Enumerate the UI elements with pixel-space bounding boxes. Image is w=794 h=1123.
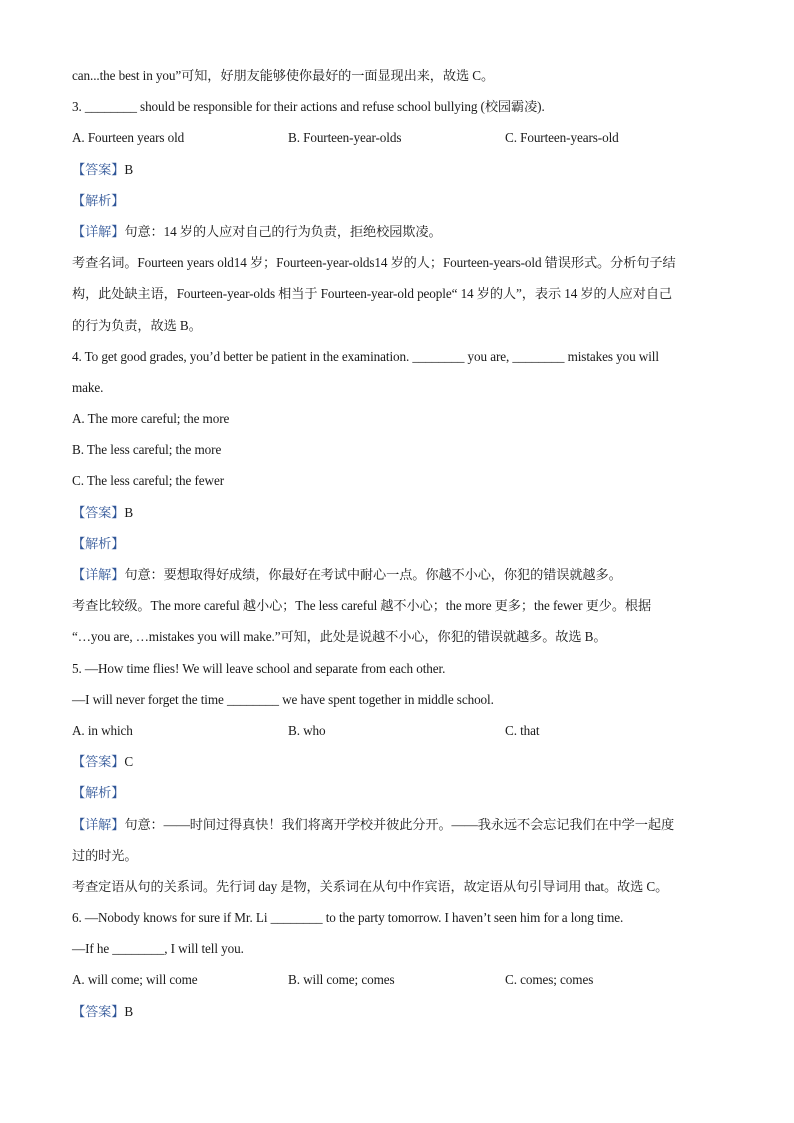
q4-analysis (72, 528, 722, 559)
q4-stem-2: make. (72, 379, 104, 395)
document-page (72, 60, 722, 1027)
detail-tag: 【详解】 (72, 816, 125, 832)
detail-text: 句意：要想取得好成绩，你最好在考试中耐心一点。你越不小心，你犯的错误就越多。 (124, 567, 622, 582)
q2-explanation-end: can...the best in you”可知，好朋友能够使你最好的一面显现出来，故选 C。 (72, 68, 495, 83)
q6-options (72, 964, 722, 995)
analysis-tag: 【解析】 (72, 535, 125, 551)
q3-options (72, 122, 722, 153)
q5-option-a: A. in which (72, 722, 133, 738)
q5-options (72, 715, 722, 746)
q3-stem: 3. ________ should be responsible for their actions and refuse school bullying (校园霸凌). (72, 99, 545, 115)
q3-analysis (72, 185, 722, 216)
answer-tag: 【答案】 (72, 754, 125, 770)
answer-value: C (124, 754, 134, 770)
q5-option-b: B. who (288, 722, 326, 738)
q3-explanation-2: 构，此处缺主语，Fourteen-year-olds 相当于 Fourteen-year-old people“ 14 岁的人”，表示 14 岁的人应对自己 (72, 286, 673, 302)
q3-explanation-3: 的行为负责，故选 B。 (72, 317, 202, 333)
analysis-tag: 【解析】 (72, 192, 125, 208)
q4-explanation-2: “…you are, …mistakes you will make.”可知，此处是说越不小心，你犯的错误就越多。故选 B。 (72, 629, 607, 645)
q6-stem-1: 6. —Nobody knows for sure if Mr. Li ________ to the party tomorrow. I haven’t seen him for a long time. (72, 910, 624, 926)
detail-tag: 【详解】 (72, 223, 125, 239)
q6-option-b: B. will come; comes (288, 972, 395, 988)
q3-option-b: B. Fourteen-year-olds (288, 130, 402, 146)
detail-text: 句意：——时间过得真快！我们将离开学校并彼此分开。——我永远不会忘记我们在中学一起度 (124, 816, 675, 832)
q6-stem-2: —If he ________, I will tell you. (72, 941, 244, 957)
q5-analysis (72, 777, 722, 808)
q3-explanation-1: 考查名词。Fourteen years old14 岁；Fourteen-year-olds14 岁的人；Fourteen-years-old 错误形式。分析句子结 (72, 255, 676, 271)
analysis-tag: 【解析】 (72, 785, 125, 801)
answer-tag: 【答案】 (72, 1003, 125, 1019)
answer-value: B (124, 504, 134, 520)
q3-option-c: C. Fourteen-years-old (505, 130, 619, 146)
q3-option-a: A. Fourteen years old (72, 130, 185, 146)
answer-value: B (124, 161, 134, 177)
q4-option-a: A. The more careful; the more (72, 411, 230, 427)
q4-option-c: C. The less careful; the fewer (72, 473, 225, 489)
q5-option-c: C. that (505, 722, 540, 738)
detail-tag: 【详解】 (72, 567, 125, 582)
q4-stem-1: 4. To get good grades, you’d better be patient in the examination. ________ you are, ________ mistakes you will (72, 348, 659, 364)
answer-tag: 【答案】 (72, 161, 125, 177)
q3-answer (72, 154, 722, 185)
answer-tag: 【答案】 (72, 504, 125, 520)
q5-explanation-1: 考查定语从句的关系词。先行词 day 是物，关系词在从句中作宾语，故定语从句引导词用 that。故选 C。 (72, 878, 669, 894)
q6-answer (72, 996, 722, 1027)
q4-option-b: B. The less careful; the more (72, 442, 222, 458)
q6-option-a: A. will come; will come (72, 972, 198, 988)
answer-value: B (124, 1003, 134, 1019)
q4-answer (72, 497, 722, 528)
q4-detail (72, 559, 722, 590)
q5-detail (72, 809, 722, 840)
q5-answer (72, 746, 722, 777)
q5-detail-continued: 过的时光。 (72, 847, 138, 863)
q3-detail (72, 216, 722, 247)
q5-stem-2: —I will never forget the time ________ we have spent together in middle school. (72, 691, 494, 707)
detail-text: 句意：14 岁的人应对自己的行为负责，拒绝校园欺凌。 (124, 223, 442, 239)
q6-option-c: C. comes; comes (505, 972, 594, 988)
q5-stem-1: 5. —How time flies! We will leave school and separate from each other. (72, 660, 446, 676)
q4-explanation-1: 考查比较级。The more careful 越小心；The less careful 越不小心；the more 更多；the fewer 更少。根据 (72, 598, 652, 614)
